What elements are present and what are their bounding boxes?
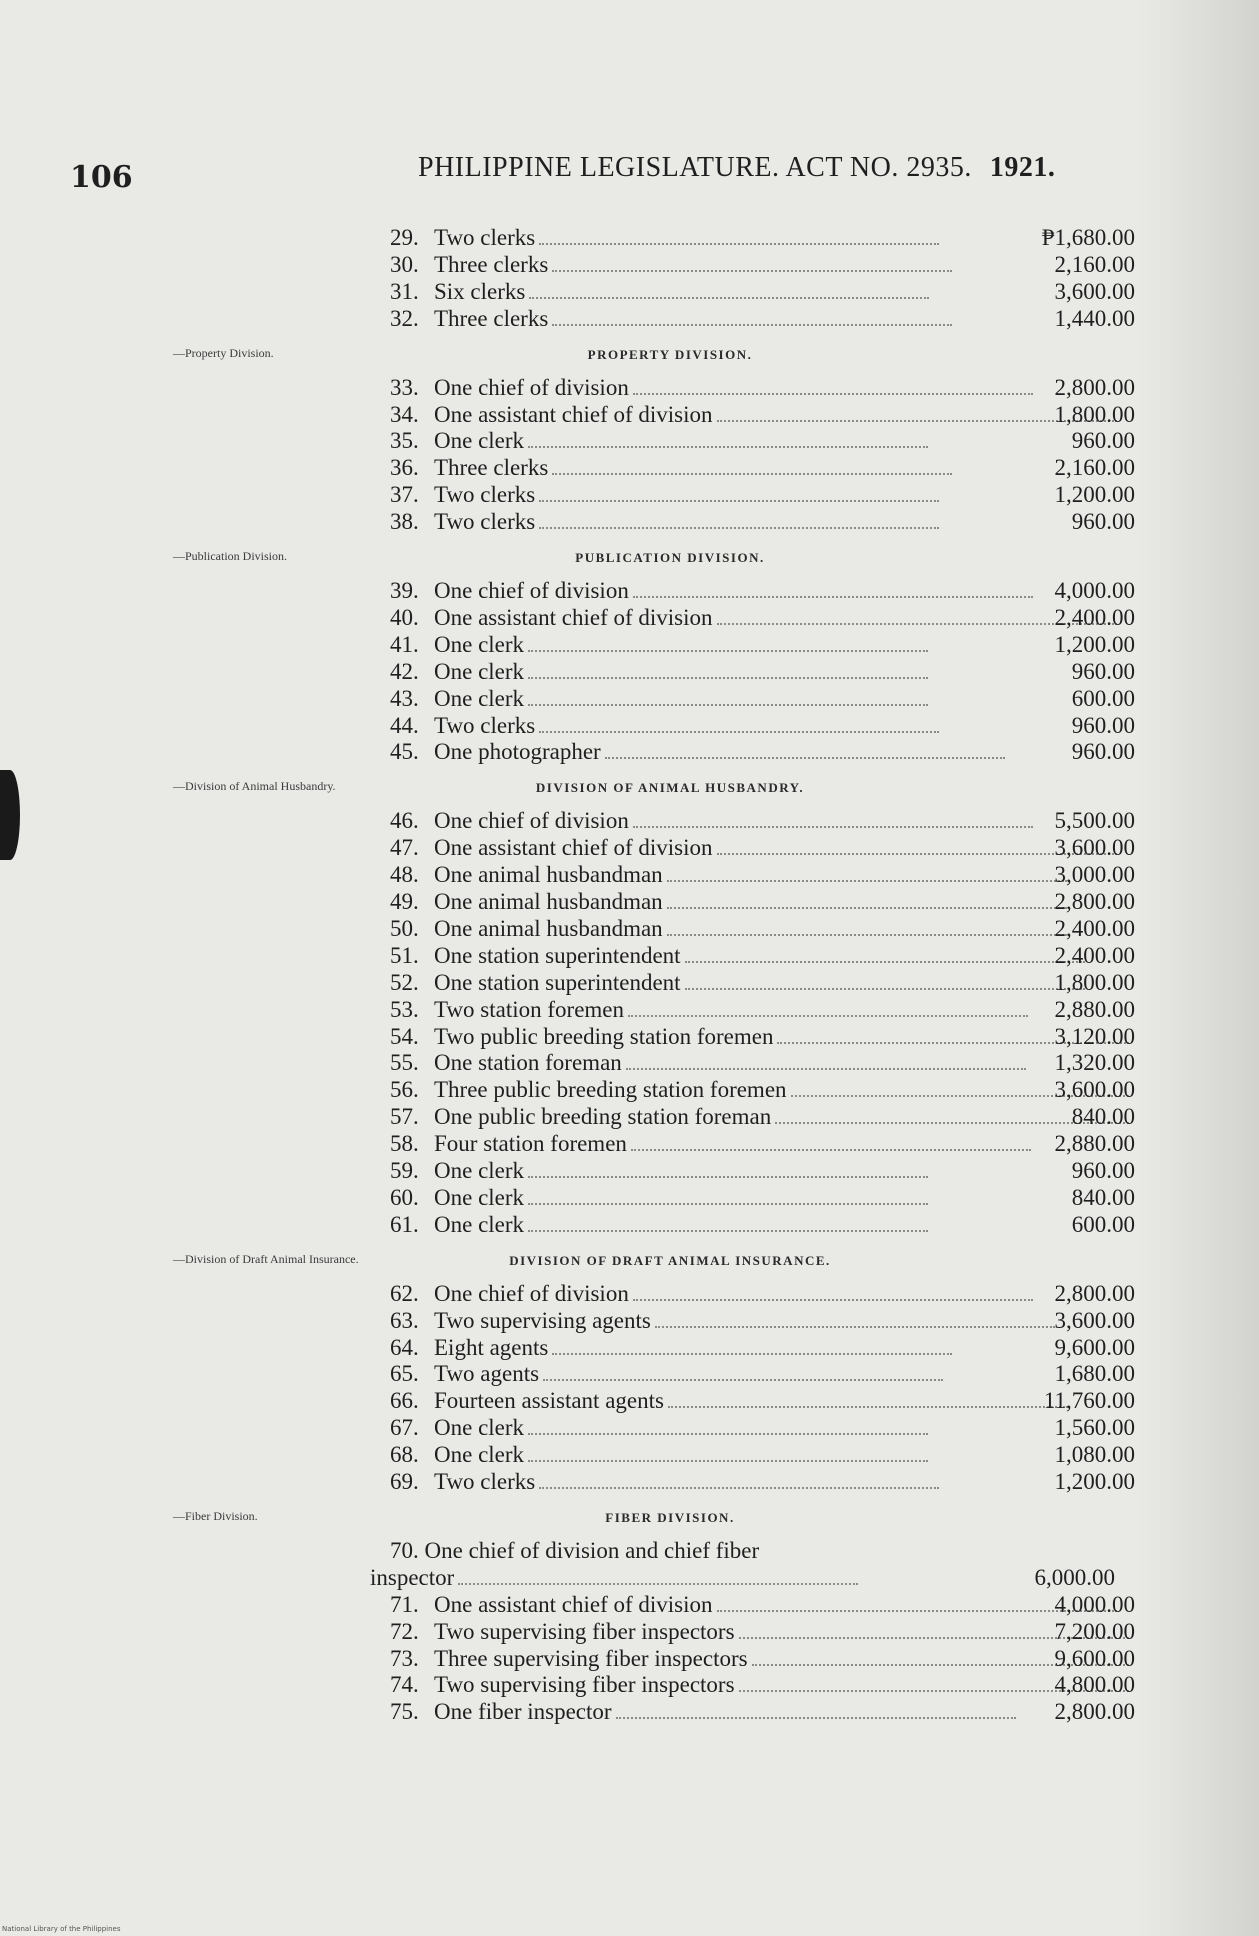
table-row: [390, 943, 1135, 969]
table-row: [390, 1469, 1135, 1495]
leader-dots: [633, 1299, 1033, 1301]
item-description: One clerk: [434, 428, 525, 454]
item-description: Two supervising fiber inspectors: [434, 1618, 735, 1644]
margin-note: —Fiber Division.: [173, 1508, 258, 1523]
table-row: [390, 1185, 1135, 1211]
item-description: One public breeding station foreman: [434, 1104, 772, 1130]
item-description: One chief of division: [434, 1280, 629, 1306]
table-row: [390, 578, 1135, 604]
leader-dots: [552, 324, 952, 326]
item-amount: 3,600.00: [1054, 278, 1135, 304]
item-description: One clerk: [434, 685, 525, 711]
item-number: 32.: [390, 305, 419, 331]
item-description: One assistant chief of division: [434, 835, 713, 861]
margin-note: —Property Division.: [173, 345, 274, 360]
item-description: inspector: [370, 1564, 455, 1590]
item-description: One assistant chief of division: [434, 401, 713, 427]
item-number: 33.: [390, 374, 419, 400]
item-amount: 2,160.00: [1054, 251, 1135, 277]
table-row: [390, 1024, 1135, 1050]
leader-dots: [631, 1149, 1031, 1151]
item-amount: 4,000.00: [1054, 578, 1135, 603]
table-row: [390, 279, 1135, 305]
leader-dots: [528, 677, 928, 679]
item-number: 44.: [390, 712, 419, 738]
item-number: 39.: [390, 578, 419, 603]
item-description: Three public breeding station foremen: [434, 1077, 787, 1103]
table-row: [390, 1646, 1135, 1672]
item-amount: 3,000.00: [1054, 862, 1135, 888]
table-row: [390, 1077, 1135, 1103]
item-description: Eight agents: [434, 1334, 549, 1360]
table-row: [390, 509, 1135, 535]
item-number: 45.: [390, 739, 419, 765]
leader-dots: [552, 473, 952, 475]
leader-dots: [529, 297, 929, 299]
leader-dots: [616, 1717, 1016, 1719]
item-amount: 2,800.00: [1054, 374, 1135, 400]
item-description: One station foreman: [434, 1050, 622, 1076]
item-amount: 9,600.00: [1054, 1334, 1135, 1360]
item-description: One clerk: [434, 1158, 525, 1183]
item-number: 55.: [390, 1050, 419, 1076]
item-amount: 840.00: [1071, 1184, 1135, 1210]
table-row: [390, 659, 1135, 685]
leader-dots: [528, 446, 928, 448]
leader-dots: [628, 1015, 1028, 1017]
item-description: One chief of division: [434, 578, 629, 603]
item-number: 43.: [390, 685, 419, 711]
table-row: [390, 916, 1135, 942]
footer-credit: National Library of the Philippines: [2, 1925, 121, 1933]
item-description: One clerk: [434, 658, 525, 684]
item-number: 34.: [390, 401, 419, 427]
table-row: [390, 997, 1135, 1023]
table-row: [390, 605, 1135, 631]
item-description: One assistant chief of division: [434, 1591, 713, 1617]
leader-dots: [633, 596, 1033, 598]
item-description: Two public breeding station foremen: [434, 1023, 774, 1049]
item-description: One clerk: [434, 631, 525, 657]
header-year: 1921.: [989, 152, 1056, 183]
binding-mark: [0, 770, 20, 860]
item-amount: 5,500.00: [1054, 808, 1135, 834]
table-row: [390, 1212, 1135, 1238]
item-number: 30.: [390, 251, 419, 277]
page-number: 106: [70, 160, 133, 195]
item-amount: 2,880.00: [1054, 996, 1135, 1022]
item-description: Two clerks: [434, 1469, 536, 1494]
leader-dots: [633, 826, 1033, 828]
table-row: [390, 402, 1135, 428]
item-amount: 1,200.00: [1054, 631, 1135, 657]
header-title: PHILIPPINE LEGISLATURE. ACT NO. 2935.: [418, 152, 972, 183]
item-number: 53.: [390, 996, 419, 1022]
section-heading: PROPERTY DIVISION.: [587, 346, 753, 362]
item-description: Two station foremen: [434, 996, 625, 1022]
item-number: 69.: [390, 1469, 419, 1494]
item-amount: 1,440.00: [1054, 305, 1135, 331]
item-amount: 960.00: [1071, 658, 1135, 684]
item-amount: 1,560.00: [1054, 1415, 1135, 1441]
item-number: 59.: [390, 1158, 419, 1183]
section-heading: FIBER DIVISION.: [605, 1509, 735, 1525]
item-description: One chief of division: [434, 808, 629, 834]
item-amount: 600.00: [1071, 685, 1135, 711]
item-number: 40.: [390, 604, 419, 630]
item-amount: 3,600.00: [1054, 1307, 1135, 1333]
table-row: [390, 889, 1135, 915]
item-amount: 2,160.00: [1054, 455, 1135, 481]
item-number: 73.: [390, 1645, 419, 1671]
leader-dots: [605, 757, 1005, 759]
leader-dots: [626, 1068, 1026, 1070]
table-row: [390, 1104, 1135, 1130]
item-amount: 1,320.00: [1054, 1050, 1135, 1076]
table-row: [390, 1699, 1135, 1725]
item-amount: 1,200.00: [1054, 1469, 1135, 1494]
item-amount: 9,600.00: [1054, 1645, 1135, 1671]
item-number: 42.: [390, 658, 419, 684]
item-number: 66.: [390, 1388, 419, 1414]
item-description: One assistant chief of division: [434, 604, 713, 630]
leader-dots: [539, 527, 939, 529]
item-description: Two clerks: [434, 225, 536, 250]
table-row: [390, 739, 1135, 765]
leader-dots: [539, 1487, 939, 1489]
item-amount: 2,400.00: [1054, 604, 1135, 630]
leader-dots: [552, 270, 952, 272]
margin-note: —Publication Division.: [173, 549, 287, 563]
item-description: One clerk: [434, 1211, 525, 1237]
table-row: [390, 632, 1135, 658]
item-amount: 1,800.00: [1054, 401, 1135, 427]
table-row: [390, 1131, 1135, 1157]
item-description: Fourteen assistant agents: [434, 1388, 664, 1414]
leader-dots: [539, 243, 939, 245]
leader-dots: [528, 650, 928, 652]
item-description: Three clerks: [434, 251, 549, 277]
item-amount: 4,800.00: [1054, 1672, 1135, 1698]
item-amount: 2,800.00: [1054, 889, 1135, 914]
item-description: Two clerks: [434, 712, 536, 738]
item-number: 71.: [390, 1591, 419, 1617]
section-heading: DIVISION OF ANIMAL HUSBANDRY.: [535, 780, 805, 796]
item-amount: 1,680.00: [1054, 1361, 1135, 1387]
item-description: One station superintendent: [434, 969, 681, 995]
item-amount: 1,200.00: [1054, 482, 1135, 508]
leader-dots: [528, 1460, 928, 1462]
item-number: 54.: [390, 1023, 419, 1049]
item-amount: 2,880.00: [1054, 1131, 1135, 1157]
item-number: 49.: [390, 889, 419, 914]
item-amount: 2,800.00: [1054, 1280, 1135, 1306]
leader-dots: [539, 731, 939, 733]
item-amount: 6,000.00: [1034, 1564, 1115, 1590]
item-number: 46.: [390, 808, 419, 834]
item-amount: 960.00: [1071, 739, 1135, 765]
item-number: 63.: [390, 1307, 419, 1333]
item-number: 41.: [390, 631, 419, 657]
item-lead-line: 70. One chief of division and chief fiber: [390, 1537, 760, 1563]
leader-dots: [528, 1230, 928, 1232]
item-amount: 1,800.00: [1054, 969, 1135, 995]
item-description: One clerk: [434, 1184, 525, 1210]
table-row: [390, 1335, 1135, 1361]
table-row: [390, 482, 1135, 508]
table-row: [370, 1565, 1115, 1591]
item-amount: 960.00: [1071, 509, 1135, 535]
item-number: 58.: [390, 1131, 419, 1157]
margin-note: —Division of Animal Husbandry.: [173, 779, 336, 794]
table-row: [390, 375, 1135, 401]
item-description: One clerk: [434, 1415, 525, 1441]
item-description: One animal husbandman: [434, 889, 663, 914]
item-number: 31.: [390, 278, 419, 304]
leader-dots: [458, 1583, 858, 1585]
table-row: [390, 970, 1135, 996]
item-number: 74.: [390, 1672, 419, 1698]
leader-dots: [633, 393, 1033, 395]
item-amount: 3,600.00: [1054, 835, 1135, 861]
item-number: 48.: [390, 862, 419, 888]
table-row: [390, 455, 1135, 481]
leader-dots: [528, 704, 928, 706]
item-description: One animal husbandman: [434, 862, 663, 888]
section-heading: PUBLICATION DIVISION.: [575, 550, 765, 565]
leader-dots: [528, 1176, 928, 1178]
item-description: Three supervising fiber inspectors: [434, 1645, 748, 1671]
item-description: One station superintendent: [434, 942, 681, 968]
section-heading: DIVISION OF DRAFT ANIMAL INSURANCE.: [509, 1252, 831, 1268]
table-row: [390, 686, 1135, 712]
table-row: [390, 862, 1135, 888]
item-description: Four station foremen: [434, 1131, 627, 1157]
item-number: 60.: [390, 1184, 419, 1210]
item-number: 50.: [390, 915, 419, 941]
item-amount: 7,200.00: [1054, 1618, 1135, 1644]
item-amount: 2,400.00: [1054, 915, 1135, 941]
item-number: 51.: [390, 942, 419, 968]
item-amount: ₱1,680.00: [1041, 225, 1135, 250]
item-amount: 3,120.00: [1054, 1023, 1135, 1049]
page-shadow: [1139, 0, 1259, 1936]
table-row: [390, 1281, 1135, 1307]
leader-dots: [528, 1203, 928, 1205]
leader-dots: [539, 500, 939, 502]
item-description: One fiber inspector: [434, 1699, 612, 1725]
running-header: [418, 152, 1055, 184]
table-row: [390, 1050, 1135, 1076]
item-description: Two supervising fiber inspectors: [434, 1672, 735, 1698]
item-number: 37.: [390, 482, 419, 508]
item-number: 52.: [390, 969, 419, 995]
item-number: 47.: [390, 835, 419, 861]
table-row: [390, 1361, 1135, 1387]
item-description: Three clerks: [434, 305, 549, 331]
item-number: 35.: [390, 428, 419, 454]
item-description: Three clerks: [434, 455, 549, 481]
item-description: One chief of division: [434, 374, 629, 400]
item-description: Two clerks: [434, 482, 536, 508]
item-amount: 4,000.00: [1054, 1591, 1135, 1617]
table-row: [390, 225, 1135, 251]
table-row: [390, 1592, 1135, 1618]
item-description: Two clerks: [434, 509, 536, 535]
table-row: [390, 1619, 1135, 1645]
item-description: Six clerks: [434, 278, 526, 304]
item-number: 67.: [390, 1415, 419, 1441]
table-row: [390, 306, 1135, 332]
item-description: One animal husbandman: [434, 915, 663, 941]
item-amount: 1,080.00: [1054, 1442, 1135, 1468]
leader-dots: [552, 1353, 952, 1355]
item-amount: 960.00: [1071, 712, 1135, 738]
item-amount: 2,800.00: [1054, 1699, 1135, 1725]
leader-dots: [528, 1433, 928, 1435]
item-description: One clerk: [434, 1442, 525, 1468]
item-number: 75.: [390, 1699, 419, 1725]
table-row: [390, 713, 1135, 739]
item-amount: 840.00: [1071, 1104, 1135, 1130]
table-row: [390, 1672, 1135, 1698]
item-number: 72.: [390, 1618, 419, 1644]
item-number: 68.: [390, 1442, 419, 1468]
item-amount: 3,600.00: [1054, 1077, 1135, 1103]
item-amount: 960.00: [1071, 1158, 1135, 1183]
leader-dots: [543, 1379, 943, 1381]
item-number: 29.: [390, 225, 419, 250]
table-row: [390, 1442, 1135, 1468]
table-row: [390, 1158, 1135, 1184]
item-number: 64.: [390, 1334, 419, 1360]
table-row: [390, 1308, 1135, 1334]
table-row: [390, 428, 1135, 454]
item-number: 57.: [390, 1104, 419, 1130]
item-number: 61.: [390, 1211, 419, 1237]
table-row: [390, 1415, 1135, 1441]
table-row: [390, 1388, 1135, 1414]
item-amount: 2,400.00: [1054, 942, 1135, 968]
item-number: 62.: [390, 1280, 419, 1306]
margin-note: —Division of Draft Animal Insurance.: [173, 1251, 359, 1266]
item-description: One photographer: [434, 739, 601, 765]
item-number: 65.: [390, 1361, 419, 1387]
table-row: [390, 808, 1135, 834]
item-description: Two agents: [434, 1361, 540, 1387]
table-row: [390, 252, 1135, 278]
table-row: [390, 835, 1135, 861]
item-number: 36.: [390, 455, 419, 481]
item-number: 38.: [390, 509, 419, 535]
item-description: Two supervising agents: [434, 1307, 651, 1333]
item-amount: 960.00: [1071, 428, 1135, 454]
item-amount: 11,760.00: [1043, 1388, 1135, 1414]
item-amount: 600.00: [1071, 1211, 1135, 1237]
item-number: 56.: [390, 1077, 419, 1103]
